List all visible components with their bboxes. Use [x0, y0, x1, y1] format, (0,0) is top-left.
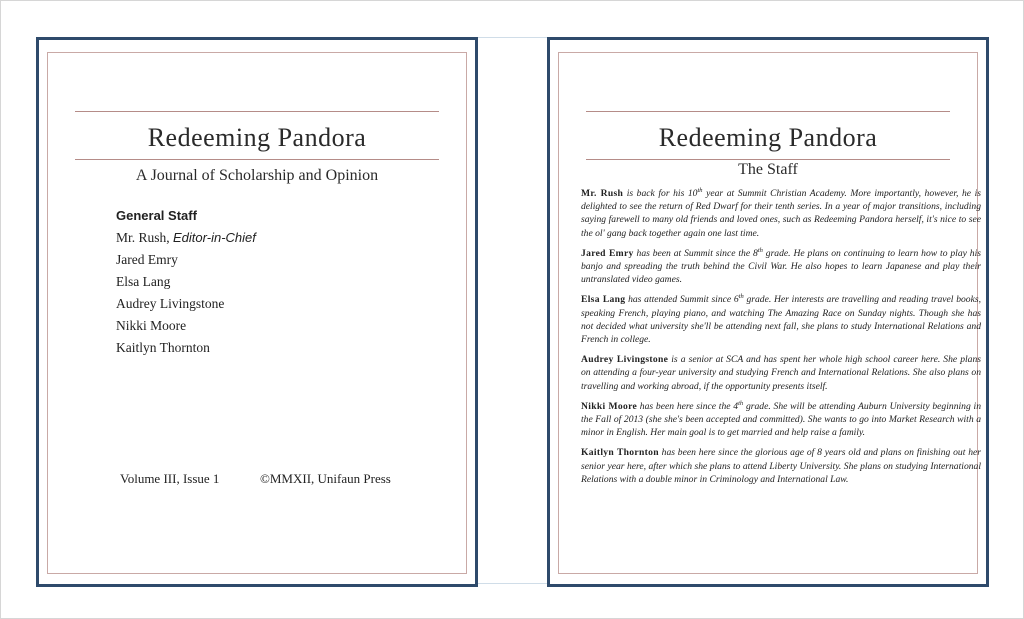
- ordinal-suffix: th: [697, 186, 703, 194]
- bio-text: has been at Summit since the 8: [633, 247, 758, 259]
- staff-member: Elsa Lang: [116, 274, 171, 289]
- bio-paragraph: [581, 293, 981, 346]
- spine-bottom: [477, 583, 547, 584]
- page-title: Redeeming Pandora: [147, 123, 367, 152]
- staff-member: Kaitlyn Thornton: [116, 340, 210, 355]
- ordinal-suffix: th: [738, 399, 744, 407]
- bio-paragraph: [581, 353, 981, 393]
- bio-text: year at Summit Christian Academy. More importantly, however, he is delighted to see the return of Red Dwarf for their tenth series. In a year of major transitions, including saying farewell to many old friends and loved ones, such as Redeeming Pandora herself, it's nice to see the ol' gang back together again one last time.: [581, 188, 981, 239]
- right-page: [547, 37, 989, 587]
- title-rule-top: [75, 111, 439, 112]
- bio-text: has attended Summit since 6: [625, 294, 739, 306]
- bio-paragraph: [581, 187, 981, 240]
- editor-role: Editor-in-Chief: [173, 230, 256, 245]
- bio-text: grade. He plans on continuing to learn how to play his banjo and spreading the truth behind the Civil War. He also hopes to learn Japanese and play their untranslated video games.: [581, 247, 981, 286]
- bio-text: is a senior at SCA and has spent her whole high school career here. She plans on attending a four-year university and studying French and International Relations. She also plans on travelling and working abroad, if the opportunity presents itself.: [581, 354, 981, 392]
- editor-name: Mr. Rush,: [116, 230, 170, 245]
- bio-name: Nikki Moore: [581, 400, 638, 412]
- left-page-frame: [47, 52, 467, 574]
- bio-text: grade. She will be attending Auburn University beginning in the Fall of 2013 (she she's been accepted and committed). She wants to go into Market Research with a minor in English. Her main goal is to get married and help raise a family.: [581, 400, 981, 439]
- bio-name: Kaitlyn Thornton: [581, 447, 659, 459]
- title-rule-bottom: [75, 159, 439, 160]
- bio-paragraph: [581, 446, 981, 486]
- bio-list: [581, 187, 981, 493]
- right-page-frame: [558, 52, 981, 574]
- bio-name: Jared Emry: [581, 247, 634, 259]
- staff-member: Audrey Livingstone: [116, 296, 225, 311]
- left-page: [36, 37, 478, 587]
- bio-paragraph: [581, 400, 981, 440]
- spine-top: [477, 37, 547, 38]
- bio-text: is back for his 10: [623, 188, 698, 199]
- bio-text: grade. Her interests are travelling and reading travel books, speaking French, playing piano, and watching The Amazing Race on Sunday nights. Though she has not decided what university she'll be attending next fall, she plans to study International Relations and French in college.: [581, 294, 981, 346]
- ordinal-suffix: th: [757, 246, 763, 254]
- bio-paragraph: [581, 247, 981, 287]
- page-subtitle: The Staff: [738, 161, 798, 178]
- bio-name: Elsa Lang: [581, 294, 626, 306]
- staff-heading: General Staff: [116, 208, 197, 223]
- ordinal-suffix: th: [738, 293, 744, 301]
- bio-text: has been here since the glorious age of 8 years old and plans on finishing out her senior year here, after which she plans to attend Liberty University. She plans on studying International Relations with a double minor in Criminology and International Law.: [581, 447, 981, 485]
- copyright: ©MMXII, Unifaun Press: [260, 471, 391, 486]
- staff-member: Nikki Moore: [116, 318, 187, 333]
- bio-name: Audrey Livingstone: [581, 354, 669, 366]
- title-rule-bottom: [586, 159, 950, 160]
- title-rule-top: [586, 111, 950, 112]
- staff-editor: [116, 227, 256, 249]
- page-subtitle: A Journal of Scholarship and Opinion: [135, 167, 379, 184]
- staff-list: [116, 205, 256, 359]
- staff-member: Jared Emry: [116, 252, 178, 267]
- bio-name: Mr. Rush: [581, 188, 624, 199]
- page-title: Redeeming Pandora: [658, 123, 878, 152]
- volume-issue: Volume III, Issue 1: [120, 471, 220, 486]
- bio-text: has been here since the 4: [637, 400, 739, 412]
